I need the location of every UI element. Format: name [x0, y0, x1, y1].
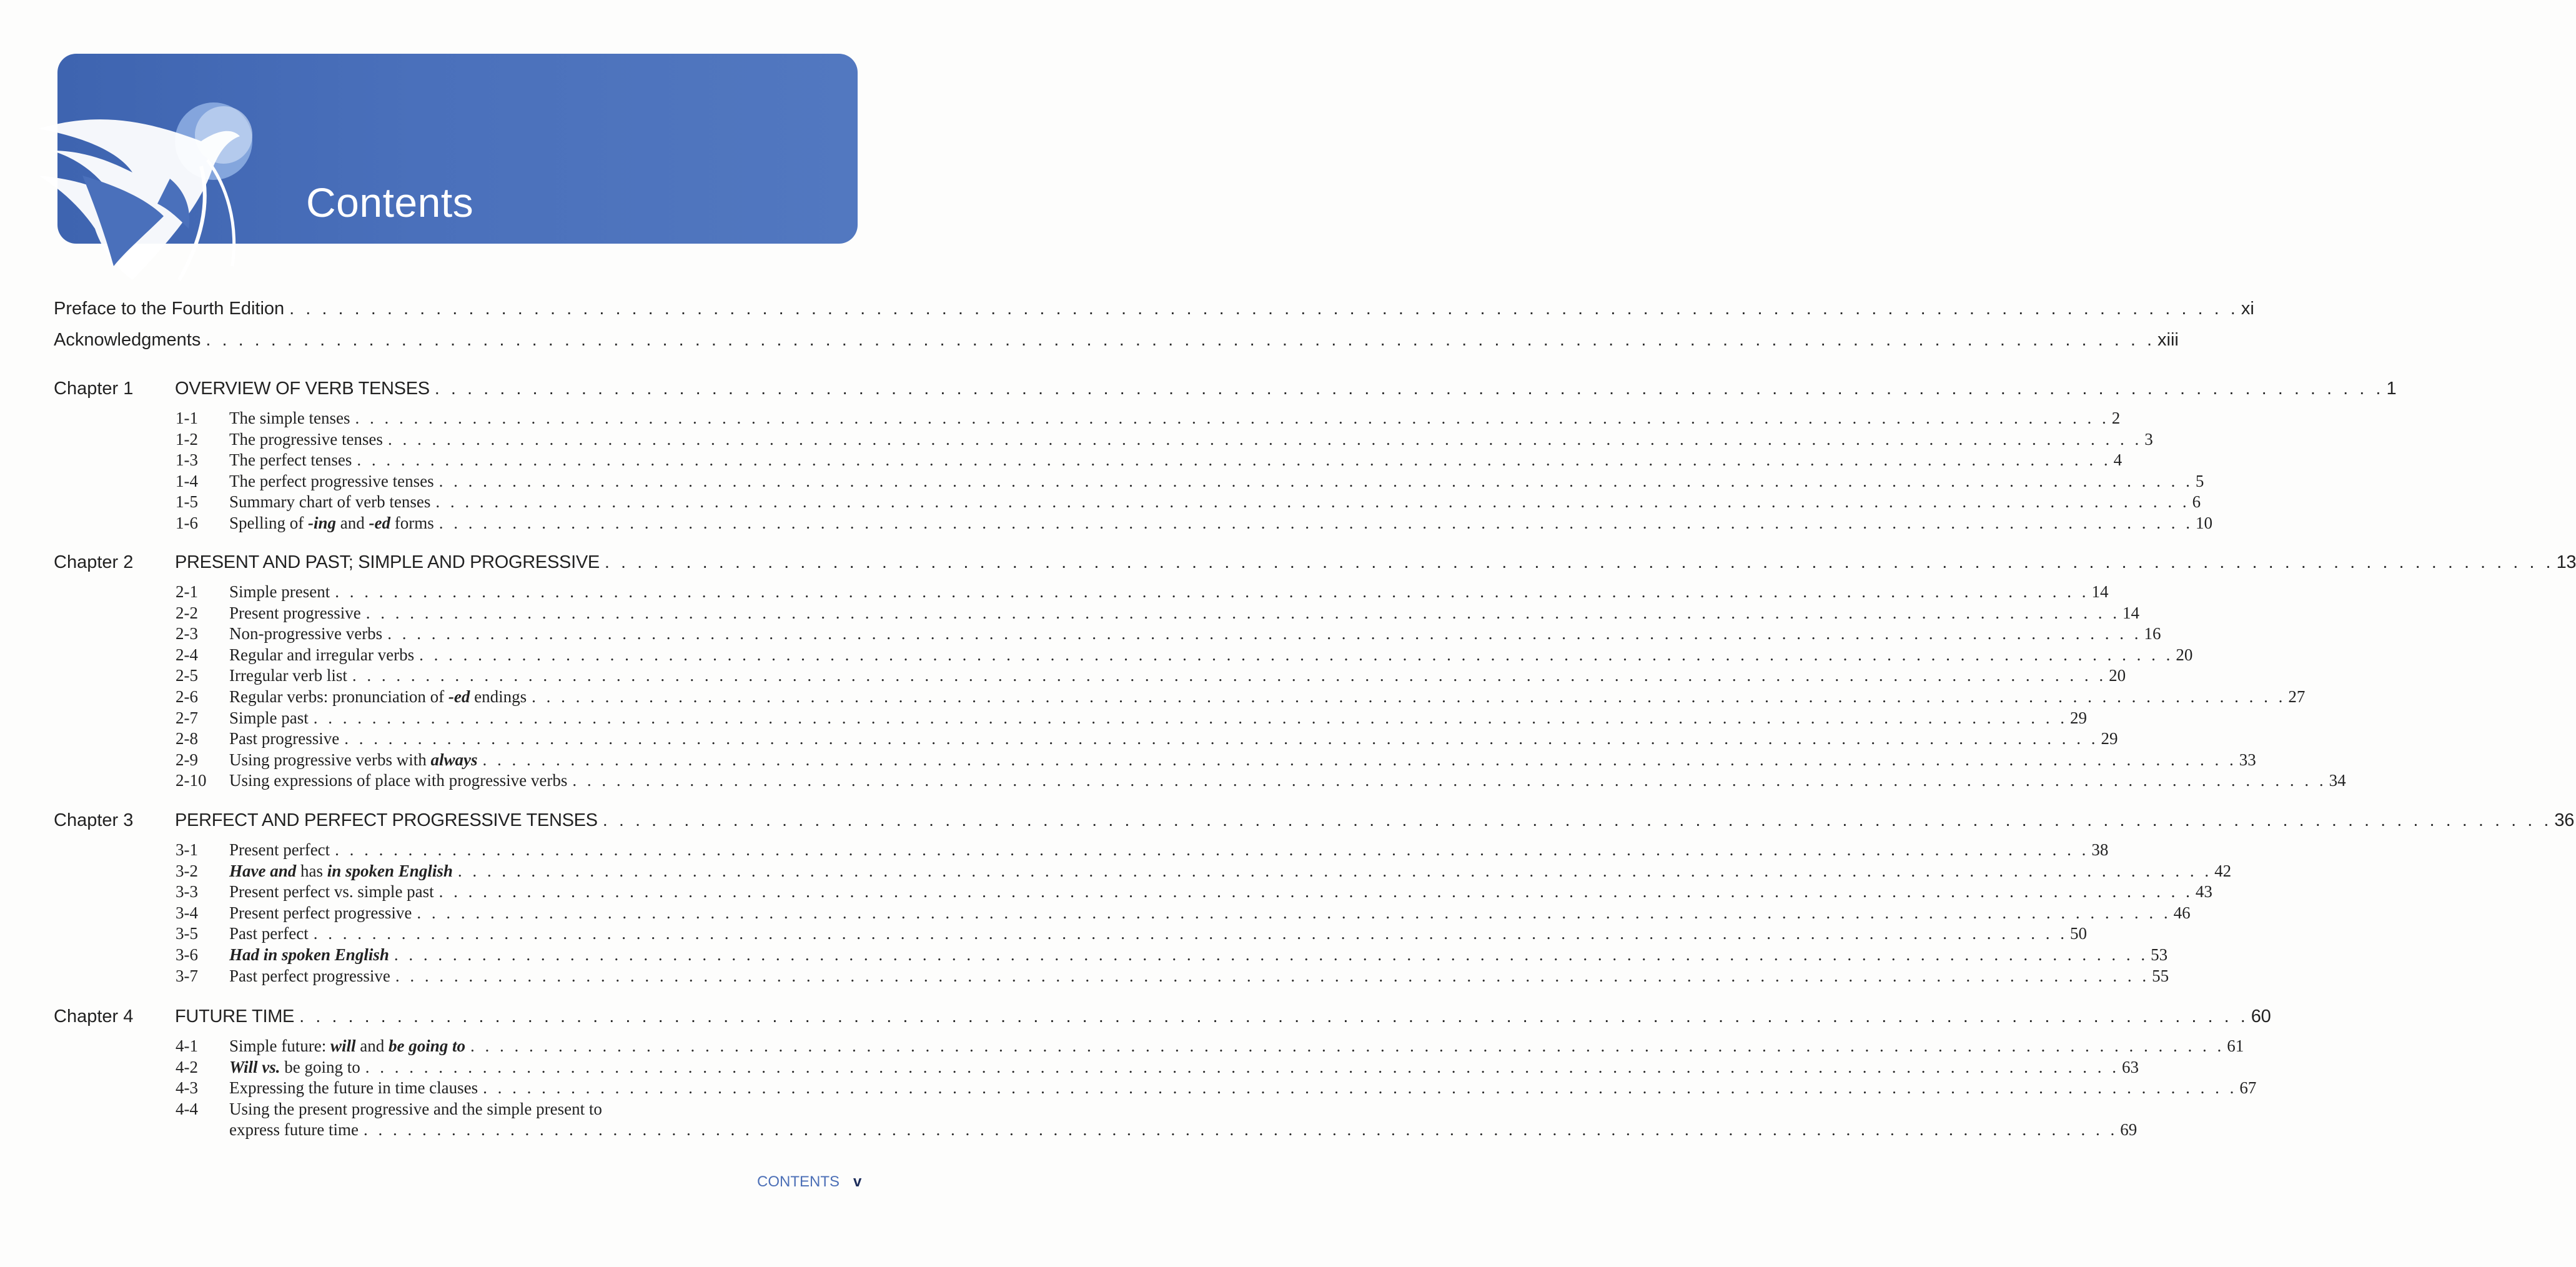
section-entry[interactable]	[229, 1120, 2138, 1140]
dot-leader: . . . . . . . . . . . . . . . . . . . . . . . . . . . . . . . . . . . . . . . . . . . . . . . . . . . . . . . . . . . . . . . . . . . . . . . . . . . . . . . . . . . . . . . . . . . . . . . . . . . . . . . . . . . . . . . . . . . . . . . .	[470, 1036, 2225, 1055]
section-number: 3-3	[176, 882, 198, 902]
page-number: 16	[2144, 624, 2161, 643]
page-number: 38	[2091, 840, 2109, 859]
section-entry[interactable]	[229, 645, 2193, 665]
section-title: Expressing the future in time clauses	[229, 1078, 478, 1098]
section-entry[interactable]	[229, 903, 2191, 923]
dot-leader: . . . . . . . . . . . . . . . . . . . . . . . . . . . . . . . . . . . . . . . . . . . . . . . . . . . . . . . . . . . . . . . . . . . . . . . . . . . . . . . . . . . . . . . . . . . . . . . . . . . . . . . . . . . . . . . . . . . . . . . .	[482, 750, 2237, 769]
page-number: 34	[2329, 771, 2346, 790]
section-title: Past perfect	[229, 924, 309, 943]
section-number: 2-3	[176, 624, 198, 643]
dot-leader: . . . . . . . . . . . . . . . . . . . . . . . . . . . . . . . . . . . . . . . . . . . . . . . . . . . . . . . . . . . . . . . . . . . . . . . . . . . . . . . . . . . . . . . . . . . . . . . . . . . . . . . . . . . . . . . . . . . . . . . .	[387, 624, 2142, 643]
page-number: 36	[2554, 810, 2575, 830]
page-number: 69	[2120, 1120, 2138, 1140]
section-entry[interactable]	[229, 492, 2201, 512]
chapter-entry[interactable]	[175, 379, 2397, 399]
page-number: 33	[2239, 750, 2256, 769]
section-entry[interactable]	[229, 861, 2232, 881]
dot-leader: . . . . . . . . . . . . . . . . . . . . . . . . . . . . . . . . . . . . . . . . . . . . . . . . . . . . . . . . . . . . . . . . . . . . . . . . . . . . . . . . . . . . . . . . . . . . . . . . . . . . . . . . . . . . . . . . . . . . . . . .	[395, 966, 2150, 985]
dot-leader: . . . . . . . . . . . . . . . . . . . . . . . . . . . . . . . . . . . . . . . . . . . . . . . . . . . . . . . . . . . . . . . . . . . . . . . . . . . . . . . . . . . . . . . . . . . . . . . . . . . . . . . . . . . . . . . . . . . . . . . .	[435, 492, 2190, 512]
section-number: 2-1	[176, 582, 198, 601]
chapter-label: Chapter 1	[54, 379, 134, 399]
dot-leader: . . . . . . . . . . . . . . . . . . . . . . . . . . . . . . . . . . . . . . . . . . . . . . . . . . . . . . . . . . . . . . . . . . . . . . . . . . . . . . . . . . . . . . . . . . . . . . . . . . . . . . . . . . . . . . . . . . . . . . . .	[313, 924, 2068, 943]
page-number: 60	[2251, 1006, 2271, 1026]
section-entry[interactable]	[229, 1078, 2257, 1098]
front-matter-title: Acknowledgments	[54, 330, 201, 350]
chapter-title: PERFECT AND PERFECT PROGRESSIVE TENSES	[175, 810, 598, 830]
dot-leader: . . . . . . . . . . . . . . . . . . . . . . . . . . . . . . . . . . . . . . . . . . . . . . . . . . . . . . . . . . . . . . . . . . . . . . . . . . . . . . . . . . . . . . . . . . . . . . . . . . . . . . . . . . . . . . . . . . . . . . . .	[572, 771, 2327, 790]
section-title: Present perfect vs. simple past	[229, 882, 434, 902]
page-number: 1	[2386, 379, 2397, 399]
section-title: The perfect tenses	[229, 450, 352, 470]
section-title: Simple past	[229, 708, 309, 727]
section-number: 2-4	[176, 645, 198, 664]
section-title-continued: express future time	[229, 1120, 359, 1140]
dot-leader: . . . . . . . . . . . . . . . . . . . . . . . . . . . . . . . . . . . . . . . . . . . . . . . . . . . . . . . . . . . . . . . . . . . . . . . . . . . . . . . . . . . . . . . . . . . . . . . . . . . . . . . . . . . . . . . . . . . . . . . .	[299, 1006, 2249, 1026]
chapter-label: Chapter 4	[54, 1006, 134, 1026]
dot-leader: . . . . . . . . . . . . . . . . . . . . . . . . . . . . . . . . . . . . . . . . . . . . . . . . . . . . . . . . . . . . . . . . . . . . . . . . . . . . . . . . . . . . . . . . . . . . . . . . . . . . . . . . . . . . . . . . . . . . . . . .	[355, 409, 2109, 427]
front-matter-entry[interactable]	[54, 330, 2179, 350]
section-entry[interactable]	[229, 409, 2121, 428]
dot-leader: . . . . . . . . . . . . . . . . . . . . . . . . . . . . . . . . . . . . . . . . . . . . . . . . . . . . . . . . . . . . . . . . . . . . . . . . . . . . . . . . . . . . . . . . . . . . . . . . . . . . . . . . . . . . . . . . . . . . . . . .	[344, 729, 2099, 748]
section-number: 2-7	[176, 708, 198, 727]
page-number: 14	[2091, 582, 2109, 601]
section-number: 2-6	[176, 687, 198, 706]
section-entry[interactable]	[229, 471, 2204, 491]
page-number: xi	[2241, 299, 2254, 319]
page-number: 43	[2195, 882, 2212, 902]
page-number: 20	[2109, 666, 2126, 685]
section-title: Past progressive	[229, 729, 340, 748]
section-entry[interactable]	[229, 750, 2256, 770]
section-title: Spelling of -ing and -ed forms	[229, 514, 434, 532]
section-title: Had in spoken English	[229, 945, 389, 964]
section-entry[interactable]	[229, 603, 2139, 623]
section-number: 3-2	[176, 861, 198, 880]
section-title: Using progressive verbs with always	[229, 750, 478, 769]
section-number: 1-1	[176, 409, 198, 427]
section-entry[interactable]	[229, 666, 2126, 685]
section-title: Will vs. be going to	[229, 1057, 360, 1076]
chapter-title: FUTURE TIME	[175, 1006, 295, 1026]
section-entry[interactable]	[229, 966, 2169, 986]
page-number: 63	[2122, 1057, 2139, 1076]
page-number: 55	[2152, 966, 2169, 985]
dot-leader: . . . . . . . . . . . . . . . . . . . . . . . . . . . . . . . . . . . . . . . . . . . . . . . . . . . . . . . . . . . . . . . . . . . . . . . . . . . . . . . . . . . . . . . . . . . . . . . . . . . . . . . . . . . . . . . . . . . . . . . .	[335, 582, 2089, 601]
page-number: 10	[2195, 514, 2212, 532]
dot-leader: . . . . . . . . . . . . . . . . . . . . . . . . . . . . . . . . . . . . . . . . . . . . . . . . . . . . . . . . . . . . . . . . . . . . . . . . . . . . . . . . . . . . . . . . . . . . . . . . . . . . . . . . . . . . . . . . . . . . . . . .	[604, 552, 2554, 572]
page-number: 27	[2288, 687, 2306, 706]
section-number: 4-1	[176, 1036, 198, 1055]
page-number: 67	[2239, 1078, 2257, 1098]
section-number: 2-10	[176, 771, 207, 790]
section-number: 2-2	[176, 603, 198, 622]
dot-leader: . . . . . . . . . . . . . . . . . . . . . . . . . . . . . . . . . . . . . . . . . . . . . . . . . . . . . . . . . . . . . . . . . . . . . . . . . . . . . . . . . . . . . . . . . . . . . . . . . . . . . . . . . . . . . . . . . . . . . . . .	[335, 840, 2089, 859]
section-number: 3-1	[176, 840, 198, 859]
chapter-title: PRESENT AND PAST; SIMPLE AND PROGRESSIVE	[175, 552, 600, 572]
section-title: Simple present	[229, 582, 330, 601]
footer-page-number: v	[853, 1173, 862, 1190]
page-number: 29	[2101, 729, 2118, 748]
section-entry[interactable]	[229, 945, 2168, 965]
section-number: 1-6	[176, 514, 198, 532]
section-entry[interactable]	[229, 429, 2153, 449]
section-number: 3-4	[176, 903, 198, 922]
section-title: Present perfect	[229, 840, 330, 859]
dot-leader: . . . . . . . . . . . . . . . . . . . . . . . . . . . . . . . . . . . . . . . . . . . . . . . . . . . . . . . . . . . . . . . . . . . . . . . . . . . . . . . . . . . . . . . . . . . . . . . . . . . . . . . . . . . . . . . . . . . . . . . .	[483, 1078, 2237, 1098]
chapter-label: Chapter 2	[54, 552, 134, 572]
page-number: 20	[2176, 645, 2193, 664]
section-entry[interactable]	[229, 624, 2161, 643]
section-entry[interactable]	[229, 582, 2109, 602]
section-entry[interactable]	[229, 729, 2118, 748]
section-entry[interactable]	[229, 1057, 2139, 1077]
chapter-entry[interactable]	[175, 1006, 2271, 1027]
dot-leader: . . . . . . . . . . . . . . . . . . . . . . . . . . . . . . . . . . . . . . . . . . . . . . . . . . . . . . . . . . . . . . . . . . . . . . . . . . . . . . . . . . . . . . . . . . . . . . . . . . . . . . . . . . . . . . . . . . . . . . . .	[438, 514, 2193, 532]
page-number: 4	[2113, 450, 2123, 470]
section-entry[interactable]	[229, 882, 2212, 902]
front-matter-title: Preface to the Fourth Edition	[54, 299, 285, 319]
page-number: xiii	[2157, 330, 2179, 350]
section-entry[interactable]	[229, 514, 2212, 533]
footer-label: CONTENTS	[757, 1173, 840, 1190]
dot-leader: . . . . . . . . . . . . . . . . . . . . . . . . . . . . . . . . . . . . . . . . . . . . . . . . . . . . . . . . . . . . . . . . . . . . . . . . . . . . . . . . . . . . . . . . . . . . . . . . . . . . . . . . . . . . . . . . . . . . . . . .	[313, 708, 2068, 727]
dot-leader: . . . . . . . . . . . . . . . . . . . . . . . . . . . . . . . . . . . . . . . . . . . . . . . . . . . . . . . . . . . . . . . . . . . . . . . . . . . . . . . . . . . . . . . . . . . . . . . . . . . . . . . . . . . . . . . . . . . . . . . .	[206, 330, 2155, 350]
dot-leader: . . . . . . . . . . . . . . . . . . . . . . . . . . . . . . . . . . . . . . . . . . . . . . . . . . . . . . . . . . . . . . . . . . . . . . . . . . . . . . . . . . . . . . . . . . . . . . . . . . . . . . . . . . . . . . . . . . . . . . . .	[602, 810, 2552, 830]
section-title: Simple future: will and be going to	[229, 1036, 465, 1055]
section-title: The simple tenses	[229, 409, 350, 427]
page-title: Contents	[306, 179, 474, 226]
section-number: 2-5	[176, 666, 198, 685]
section-title: Non-progressive verbs	[229, 624, 383, 643]
dot-leader: . . . . . . . . . . . . . . . . . . . . . . . . . . . . . . . . . . . . . . . . . . . . . . . . . . . . . . . . . . . . . . . . . . . . . . . . . . . . . . . . . . . . . . . . . . . . . . . . . . . . . . . . . . . . . . . . . . . . . . . .	[434, 379, 2384, 399]
section-number: 4-2	[176, 1057, 198, 1076]
section-number: 1-2	[176, 429, 198, 449]
section-number: 4-3	[176, 1078, 198, 1098]
section-entry[interactable]	[229, 687, 2306, 707]
dot-leader: . . . . . . . . . . . . . . . . . . . . . . . . . . . . . . . . . . . . . . . . . . . . . . . . . . . . . . . . . . . . . . . . . . . . . . . . . . . . . . . . . . . . . . . . . . . . . . . . . . . . . . . . . . . . . . . . . . . . . . . .	[387, 429, 2143, 449]
section-number: 4-4	[176, 1099, 198, 1118]
swallow-bird-logo	[76, 116, 289, 304]
dot-leader: . . . . . . . . . . . . . . . . . . . . . . . . . . . . . . . . . . . . . . . . . . . . . . . . . . . . . . . . . . . . . . . . . . . . . . . . . . . . . . . . . . . . . . . . . . . . . . . . . . . . . . . . . . . . . . . . . . . . . . . .	[394, 945, 2149, 964]
section-number: 1-3	[176, 450, 198, 470]
page-number: 29	[2070, 708, 2087, 727]
chapter-entry[interactable]	[175, 552, 2576, 573]
chapter-label: Chapter 3	[54, 810, 134, 830]
chapter-entry[interactable]	[175, 810, 2575, 831]
dot-leader: . . . . . . . . . . . . . . . . . . . . . . . . . . . . . . . . . . . . . . . . . . . . . . . . . . . . . . . . . . . . . . . . . . . . . . . . . . . . . . . . . . . . . . . . . . . . . . . . . . . . . . . . . . . . . . . . . . . . . . . .	[438, 471, 2193, 490]
section-title: Present perfect progressive	[229, 903, 412, 922]
section-number: 1-5	[176, 492, 198, 512]
page-number: 50	[2069, 924, 2087, 943]
dot-leader: . . . . . . . . . . . . . . . . . . . . . . . . . . . . . . . . . . . . . . . . . . . . . . . . . . . . . . . . . . . . . . . . . . . . . . . . . . . . . . . . . . . . . . . . . . . . . . . . . . . . . . . . . . . . . . . . . . . . . . . .	[352, 666, 2107, 685]
section-title: Using the present progressive and the simple present to	[229, 1099, 602, 1118]
section-number: 3-7	[176, 966, 198, 985]
section-number: 2-9	[176, 750, 198, 769]
section-number: 1-4	[176, 471, 198, 490]
front-matter-entry[interactable]	[54, 299, 2254, 319]
page-number: 53	[2151, 945, 2168, 964]
section-title: Using expressions of place with progressive verbs	[229, 771, 568, 790]
dot-leader: . . . . . . . . . . . . . . . . . . . . . . . . . . . . . . . . . . . . . . . . . . . . . . . . . . . . . . . . . . . . . . . . . . . . . . . . . . . . . . . . . . . . . . . . . . . . . . . . . . . . . . . . . . . . . . . . . . . . . . . .	[363, 1120, 2118, 1140]
dot-leader: . . . . . . . . . . . . . . . . . . . . . . . . . . . . . . . . . . . . . . . . . . . . . . . . . . . . . . . . . . . . . . . . . . . . . . . . . . . . . . . . . . . . . . . . . . . . . . . . . . . . . . . . . . . . . . . . . . . . . . . .	[365, 1057, 2120, 1076]
section-title: Regular and irregular verbs	[229, 645, 415, 664]
dot-leader: . . . . . . . . . . . . . . . . . . . . . . . . . . . . . . . . . . . . . . . . . . . . . . . . . . . . . . . . . . . . . . . . . . . . . . . . . . . . . . . . . . . . . . . . . . . . . . . . . . . . . . . . . . . . . . . . . . . . . . . .	[365, 603, 2120, 622]
page-footer	[757, 1173, 861, 1191]
section-entry[interactable]	[229, 924, 2087, 943]
dot-leader: . . . . . . . . . . . . . . . . . . . . . . . . . . . . . . . . . . . . . . . . . . . . . . . . . . . . . . . . . . . . . . . . . . . . . . . . . . . . . . . . . . . . . . . . . . . . . . . . . . . . . . . . . . . . . . . . . . . . . . . .	[419, 645, 2174, 664]
section-title: Present progressive	[229, 603, 361, 622]
chapter-title: OVERVIEW OF VERB TENSES	[175, 379, 430, 399]
section-entry[interactable]	[229, 450, 2123, 470]
section-title: The perfect progressive tenses	[229, 471, 434, 490]
page-number: 3	[2144, 429, 2153, 449]
dot-leader: . . . . . . . . . . . . . . . . . . . . . . . . . . . . . . . . . . . . . . . . . . . . . . . . . . . . . . . . . . . . . . . . . . . . . . . . . . . . . . . . . . . . . . . . . . . . . . . . . . . . . . . . . . . . . . . . . . . . . . . .	[289, 299, 2239, 319]
section-title: Have and has in spoken English	[229, 861, 453, 880]
section-title: The progressive tenses	[229, 429, 383, 449]
dot-leader: . . . . . . . . . . . . . . . . . . . . . . . . . . . . . . . . . . . . . . . . . . . . . . . . . . . . . . . . . . . . . . . . . . . . . . . . . . . . . . . . . . . . . . . . . . . . . . . . . . . . . . . . . . . . . . . . . . . . . . . .	[438, 882, 2193, 902]
dot-leader: . . . . . . . . . . . . . . . . . . . . . . . . . . . . . . . . . . . . . . . . . . . . . . . . . . . . . . . . . . . . . . . . . . . . . . . . . . . . . . . . . . . . . . . . . . . . . . . . . . . . . . . . . . . . . . . . . . . . . . . .	[532, 687, 2286, 706]
section-title: Regular verbs: pronunciation of -ed endings	[229, 687, 527, 706]
section-number: 3-6	[176, 945, 198, 964]
section-entry[interactable]	[229, 840, 2109, 860]
section-number: 2-8	[176, 729, 198, 748]
section-entry[interactable]	[229, 771, 2346, 790]
page-number: 13	[2556, 552, 2576, 572]
dot-leader: . . . . . . . . . . . . . . . . . . . . . . . . . . . . . . . . . . . . . . . . . . . . . . . . . . . . . . . . . . . . . . . . . . . . . . . . . . . . . . . . . . . . . . . . . . . . . . . . . . . . . . . . . . . . . . . . . . . . . . . .	[417, 903, 2171, 922]
page-number: 14	[2122, 603, 2139, 622]
dot-leader: . . . . . . . . . . . . . . . . . . . . . . . . . . . . . . . . . . . . . . . . . . . . . . . . . . . . . . . . . . . . . . . . . . . . . . . . . . . . . . . . . . . . . . . . . . . . . . . . . . . . . . . . . . . . . . . . . . . . . . . .	[357, 450, 2111, 470]
page-number: 6	[2192, 492, 2201, 512]
page-number: 42	[2214, 861, 2232, 880]
section-title: Past perfect progressive	[229, 966, 390, 985]
section-entry[interactable]	[229, 708, 2087, 728]
page-number: 61	[2227, 1036, 2244, 1055]
contents-banner	[57, 54, 858, 244]
section-title: Irregular verb list	[229, 666, 347, 685]
section-title: Summary chart of verb tenses	[229, 492, 431, 512]
section-number: 3-5	[176, 924, 198, 943]
section-entry[interactable]	[229, 1036, 2244, 1056]
dot-leader: . . . . . . . . . . . . . . . . . . . . . . . . . . . . . . . . . . . . . . . . . . . . . . . . . . . . . . . . . . . . . . . . . . . . . . . . . . . . . . . . . . . . . . . . . . . . . . . . . . . . . . . . . . . . . . . . . . . . . . . .	[457, 861, 2212, 880]
page-number: 46	[2173, 903, 2191, 922]
page-number: 2	[2111, 409, 2121, 427]
page-number: 5	[2195, 471, 2204, 490]
